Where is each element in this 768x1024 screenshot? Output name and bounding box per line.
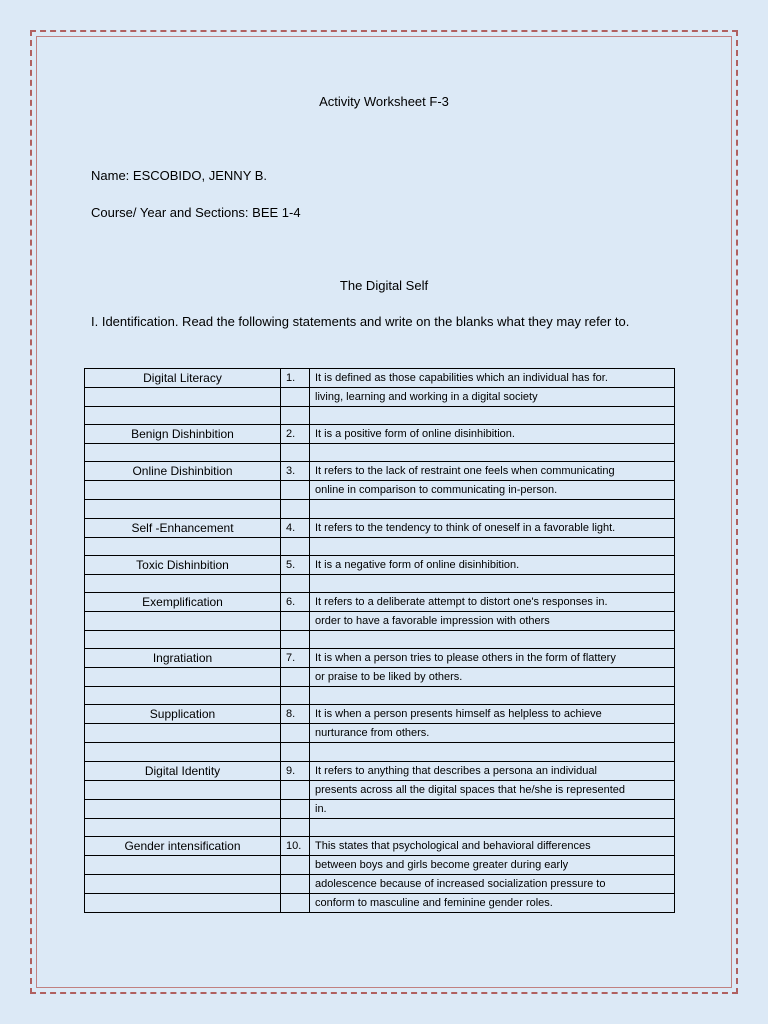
item-number-cell: 4. (281, 518, 310, 537)
table-row (85, 574, 675, 592)
item-number-cell (281, 874, 310, 893)
table-row (85, 500, 675, 518)
table-row (85, 425, 675, 444)
table-row (85, 481, 675, 500)
answer-cell: Exemplification (85, 592, 281, 611)
table-row (85, 555, 675, 574)
answer-cell (85, 687, 281, 705)
table-row (85, 780, 675, 799)
answer-cell: Digital Identity (85, 761, 281, 780)
statement-cell (310, 743, 675, 761)
table-body (85, 369, 675, 913)
statement-cell: It is when a person tries to please others in the form of flattery (310, 649, 675, 668)
statement-cell: It is a positive form of online disinhibition. (310, 425, 675, 444)
statement-cell (310, 500, 675, 518)
table-row (85, 518, 675, 537)
identification-table (84, 368, 675, 913)
table-row (85, 407, 675, 425)
table-row (85, 592, 675, 611)
table-row (85, 836, 675, 855)
answer-cell (85, 874, 281, 893)
answer-cell: Benign Dishinbition (85, 425, 281, 444)
item-number-cell (281, 574, 310, 592)
item-number-cell: 9. (281, 761, 310, 780)
statement-cell: It is defined as those capabilities which an individual has for. (310, 369, 675, 388)
statement-cell (310, 630, 675, 648)
answer-cell (85, 668, 281, 687)
table-row (85, 611, 675, 630)
answer-cell: Online Dishinbition (85, 462, 281, 481)
table-row (85, 724, 675, 743)
answer-cell (85, 893, 281, 912)
answer-cell: Self -Enhancement (85, 518, 281, 537)
item-number-cell: 7. (281, 649, 310, 668)
statement-cell (310, 537, 675, 555)
answer-cell (85, 444, 281, 462)
item-number-cell: 3. (281, 462, 310, 481)
answer-cell: Supplication (85, 705, 281, 724)
item-number-cell: 5. (281, 555, 310, 574)
statement-cell: or praise to be liked by others. (310, 668, 675, 687)
item-number-cell: 6. (281, 592, 310, 611)
table-row (85, 855, 675, 874)
answer-cell (85, 818, 281, 836)
statement-cell (310, 574, 675, 592)
statement-cell: This states that psychological and behavioral differences (310, 836, 675, 855)
item-number-cell (281, 388, 310, 407)
answer-cell: Toxic Dishinbition (85, 555, 281, 574)
statement-cell: It refers to a deliberate attempt to distort one's responses in. (310, 592, 675, 611)
table-row (85, 818, 675, 836)
item-number-cell (281, 668, 310, 687)
statement-cell: It is when a person presents himself as helpless to achieve (310, 705, 675, 724)
statement-cell: It refers to the tendency to think of oneself in a favorable light. (310, 518, 675, 537)
answer-cell: Digital Literacy (85, 369, 281, 388)
table-row (85, 537, 675, 555)
statement-cell (310, 407, 675, 425)
course-year-section: Course/ Year and Sections: BEE 1-4 (91, 205, 301, 220)
table-row (85, 687, 675, 705)
answer-cell (85, 500, 281, 518)
table-row (85, 444, 675, 462)
item-number-cell: 1. (281, 369, 310, 388)
statement-cell: presents across all the digital spaces that he/she is represented (310, 780, 675, 799)
item-number-cell (281, 893, 310, 912)
item-number-cell: 2. (281, 425, 310, 444)
item-number-cell (281, 481, 310, 500)
item-number-cell (281, 799, 310, 818)
table-row (85, 893, 675, 912)
answer-cell (85, 855, 281, 874)
item-number-cell (281, 611, 310, 630)
statement-cell: between boys and girls become greater during early (310, 855, 675, 874)
item-number-cell (281, 537, 310, 555)
table-row (85, 369, 675, 388)
worksheet-title: Activity Worksheet F-3 (319, 94, 449, 109)
answer-cell (85, 780, 281, 799)
student-name: Name: ESCOBIDO, JENNY B. (91, 168, 268, 183)
item-number-cell (281, 724, 310, 743)
item-number-cell (281, 855, 310, 874)
item-number-cell: 8. (281, 705, 310, 724)
item-number-cell (281, 500, 310, 518)
table-row (85, 743, 675, 761)
answer-cell (85, 611, 281, 630)
item-number-cell (281, 630, 310, 648)
statement-cell: It is a negative form of online disinhibition. (310, 555, 675, 574)
table-row (85, 630, 675, 648)
answer-cell (85, 537, 281, 555)
statement-cell: online in comparison to communicating in-person. (310, 481, 675, 500)
instructions: I. Identification. Read the following statements and write on the blanks what they may refer to. (91, 314, 630, 329)
statement-cell: living, learning and working in a digital society (310, 388, 675, 407)
statement-cell (310, 444, 675, 462)
table-row (85, 649, 675, 668)
answer-cell (85, 630, 281, 648)
answer-cell: Gender intensification (85, 836, 281, 855)
table-row (85, 668, 675, 687)
item-number-cell: 10. (281, 836, 310, 855)
table-row (85, 761, 675, 780)
statement-cell: adolescence because of increased socialization pressure to (310, 874, 675, 893)
item-number-cell (281, 780, 310, 799)
item-number-cell (281, 407, 310, 425)
table-row (85, 705, 675, 724)
answer-cell (85, 388, 281, 407)
section-title: The Digital Self (339, 278, 429, 293)
answer-cell (85, 799, 281, 818)
statement-cell: in. (310, 799, 675, 818)
table-row (85, 874, 675, 893)
table-row (85, 799, 675, 818)
statement-cell (310, 687, 675, 705)
statement-cell: conform to masculine and feminine gender roles. (310, 893, 675, 912)
item-number-cell (281, 687, 310, 705)
item-number-cell (281, 743, 310, 761)
table-row (85, 388, 675, 407)
statement-cell: nurturance from others. (310, 724, 675, 743)
statement-cell (310, 818, 675, 836)
statement-cell: order to have a favorable impression with others (310, 611, 675, 630)
answer-cell (85, 407, 281, 425)
statement-cell: It refers to anything that describes a persona an individual (310, 761, 675, 780)
answer-cell (85, 481, 281, 500)
item-number-cell (281, 818, 310, 836)
answer-cell (85, 743, 281, 761)
answer-cell: Ingratiation (85, 649, 281, 668)
table-row (85, 462, 675, 481)
statement-cell: It refers to the lack of restraint one feels when communicating (310, 462, 675, 481)
item-number-cell (281, 444, 310, 462)
answer-cell (85, 574, 281, 592)
answer-cell (85, 724, 281, 743)
